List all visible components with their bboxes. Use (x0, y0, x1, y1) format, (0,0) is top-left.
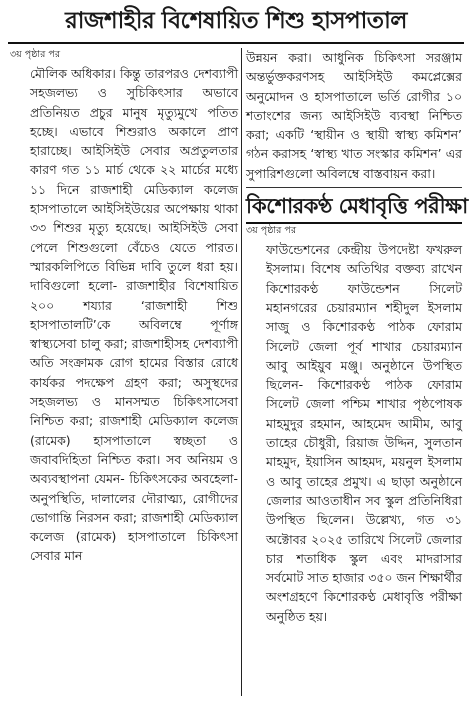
continued-label: ৩য় পৃষ্ঠার পর (10, 49, 61, 60)
section-heading: কিশোরকণ্ঠ মেধাবৃত্তি পরীক্ষা (246, 191, 462, 224)
continued-label-2: ৩য় পৃষ্ঠার পর (246, 225, 297, 237)
article-title: রাজশাহীর বিশেষায়িত শিশু হাসপাতাল (65, 8, 407, 34)
article-body-left: মৌলিক অধিকার। কিন্তু তারপরও দেশব্যাপী সহজলভ্য ও সুচিকিৎসার অভাবে প্রতিনিয়ত প্রচুর মানুষ মৃত্যুমুখে পতিত হচ্ছে। এভাবে শিশুরাও অকালে প্রাণ হারাচ্ছে। আইসিইউ সেবার অপ্রতুলতার কারণ গত ১১ মার্চ থেকে ২২ মার্চের মধ্যে ১১ দিনে রাজশাহী মেডিক্যাল কলেজ হাসপাতালে আইসিইউয়ের অপেক্ষায় থাকা ৩৩ শিশুর মৃত্যু হয়েছে। আইসিইউ সেবা পেলে শিশুগুলো বেঁচেও যেতে পারত। স্মারকলিপিতে বিভিন্ন দাবি তুলে ধরা হয়। দাবিগুলো হলো- রাজশাহীর বিশেষায়িত ২০০ শয্যার ‘রাজশাহী শিশু হাসপাতালটি’কে অবিলম্বে পূর্ণাঙ্গ স্বাস্থ্যসেবা চালু করা; রাজশাহীসহ দেশব্যাপী অতি সংক্রামক রোগ হামের বিস্তার রোধে কার্যকর পদক্ষেপ গ্রহণ করা; অসুস্থদের সহজলভ্য ও মানসম্মত চিকিৎসাসেবা নিশ্চিত করা; রাজশাহী মেডিক্যাল কলেজ (রামেক) হাসপাতালে স্বচ্ছতা ও জবাবদিহিতা নিশ্চিত করা। সব অনিয়ম ও অব্যবস্থাপনা যেমন- চিকিৎসকের অবহেলা-অনুপস্থিতি, দালালের দৌরাত্ম্য, রোগীদের ভোগান্তি নিরসন করা; রাজশাহী মেডিক্যাল কলেজ (রামেক) হাসপাতালে চিকিৎসা সেবার মান (30, 66, 238, 564)
title-underline (8, 42, 464, 44)
right-column (246, 48, 468, 626)
section-body: ফাউন্ডেশনের কেন্দ্রীয় উপদেষ্টা ফখরুল ইসলাম। বিশেষ অতিথির বক্তব্য রাখেন কিশোরকণ্ঠ ফাউন্ডেশন সিলেট মহানগরের চেয়ারম্যান শহীদুল ইসলাম সাজু ও কিশোরকণ্ঠ পাঠক ফোরাম সিলেট জেলা পূর্ব শাখার চেয়ারম্যান আবু আইয়ুব মঞ্জু। অনুষ্ঠানে উপস্থিত ছিলেন- কিশোরকণ্ঠ পাঠক ফোরাম সিলেট জেলা পশ্চিম শাখার পৃষ্ঠপোষক মাহমুদুর রহমান, আহমেদ আমীম, আবু তাহের চৌধুরী, রিয়াজ উদ্দিন, সুলতান মাহমুদ, ইয়াসিন আহমদ, ময়নুল ইসলাম ও আবু তাহের প্রমুখ। এ ছাড়া অনুষ্ঠানে জেলার আওতাধীন সব স্কুল প্রতিনিধিরা উপস্থিত ছিলেন। উল্লেখ্য, গত ৩১ অক্টোবর ২০২৫ তারিখে সিলেট জেলার চার শতাধিক স্কুল এবং মাদরাসার সর্বমোট সাত হাজার ৩৫০ জন শিক্ষার্থীর অংশগ্রহণে কিশোরকণ্ঠ মেধাবৃত্তি পরীক্ষা অনুষ্ঠিত হয়। (266, 242, 462, 624)
column-divider (241, 48, 242, 696)
section-divider (246, 187, 462, 188)
article-body-right: উন্নয়ন করা। আধুনিক চিকিৎসা সরঞ্জাম অন্তর্ভুক্তকরণসহ আইসিইউ কমপ্লেক্সের অনুমোদন ও হাসপাতালে ভর্তি রোগীর ১০ শতাংশের জন্য আইসিইউ ব্যবস্থা নিশ্চিত করা; একটি ‘স্থায়ীন ও স্থায়ী স্বাস্থ্য কমিশন’ গঠন করাসহ ‘স্বাস্থ্য খাত সংস্কার কমিশন’ এর সুপারিশগুলো অবিলম্বে বাস্তবায়ন করা। (246, 50, 462, 181)
left-column (10, 48, 238, 566)
